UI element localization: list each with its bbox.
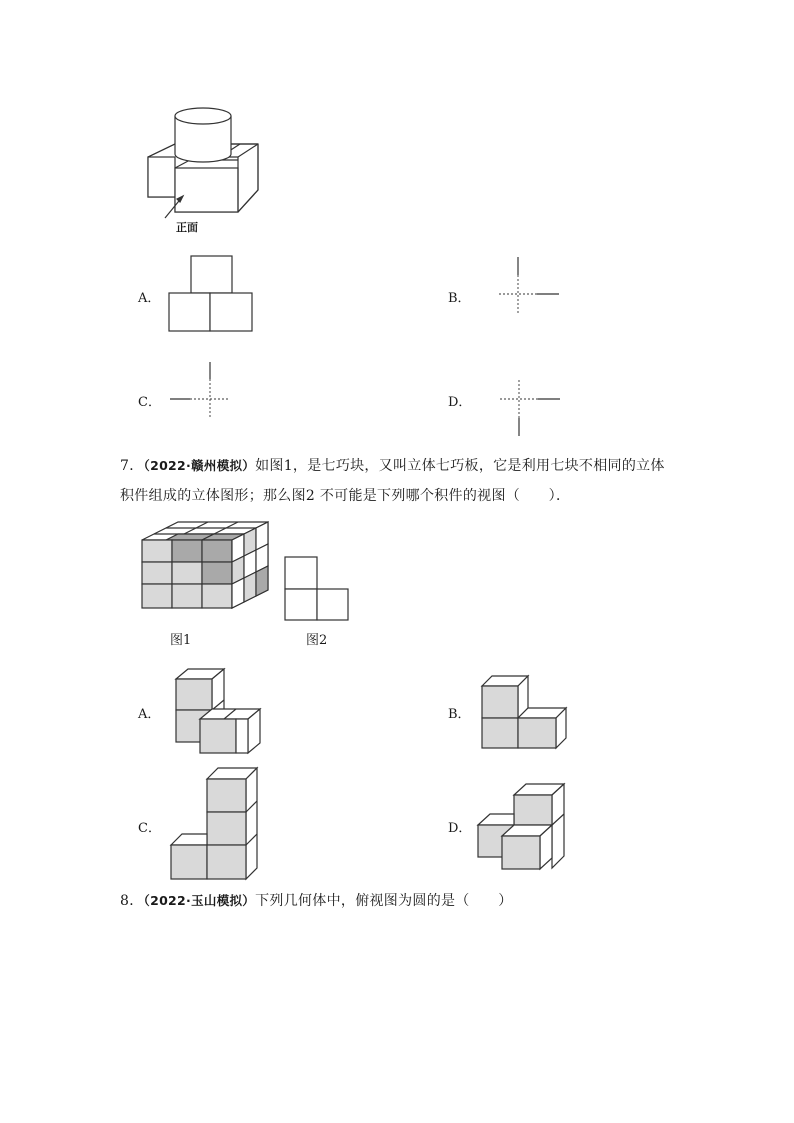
q6-option-b-label[interactable]: B．	[448, 291, 471, 306]
q8-line	[120, 888, 513, 914]
q7-option-c-figure[interactable]	[168, 765, 268, 885]
q6-option-d-figure[interactable]	[476, 360, 566, 440]
q7-text-line2: 积件组成的立体图形；那么图2 不可能是下列哪个积件的视图（ ）．	[120, 488, 571, 504]
q7-option-d-figure[interactable]	[476, 780, 576, 880]
q6-option-d-label[interactable]: D．	[448, 395, 472, 410]
q6-option-a-figure[interactable]	[165, 255, 255, 335]
q7-fig1-cube	[140, 520, 280, 620]
q7-option-b-figure[interactable]	[478, 671, 578, 761]
q7-option-c-label[interactable]: C．	[138, 821, 161, 836]
q7-option-b-label[interactable]: B．	[448, 707, 471, 722]
q7-option-a-label[interactable]: A．	[138, 707, 161, 722]
q7-text-line1: 如图1，是七巧块，又叫立体七巧板，它是利用七块不相同的立体	[255, 458, 665, 474]
q7-option-d-label[interactable]: D．	[448, 821, 472, 836]
q7-line1	[120, 453, 665, 479]
q7-number: 7．	[120, 458, 144, 474]
q7-fig2-caption: 图2	[306, 633, 328, 648]
front-label: 正面	[176, 221, 198, 234]
q8-source: （2022·玉山模拟）	[143, 893, 256, 908]
q6-option-a-label[interactable]: A．	[138, 291, 161, 306]
q8-number: 8．	[120, 893, 144, 909]
q7-fig2-view	[282, 554, 352, 624]
q7-fig1-caption: 图1	[170, 633, 192, 648]
q6-option-b-figure[interactable]	[475, 255, 565, 335]
q6-option-c-figure[interactable]	[167, 360, 257, 440]
q8-text: 下列几何体中，俯视图为圆的是（ ）	[255, 893, 513, 909]
q7-option-a-figure[interactable]	[172, 667, 272, 757]
q7-source: （2022·赣州模拟）	[143, 458, 256, 473]
q6-option-c-label[interactable]: C．	[138, 395, 161, 410]
